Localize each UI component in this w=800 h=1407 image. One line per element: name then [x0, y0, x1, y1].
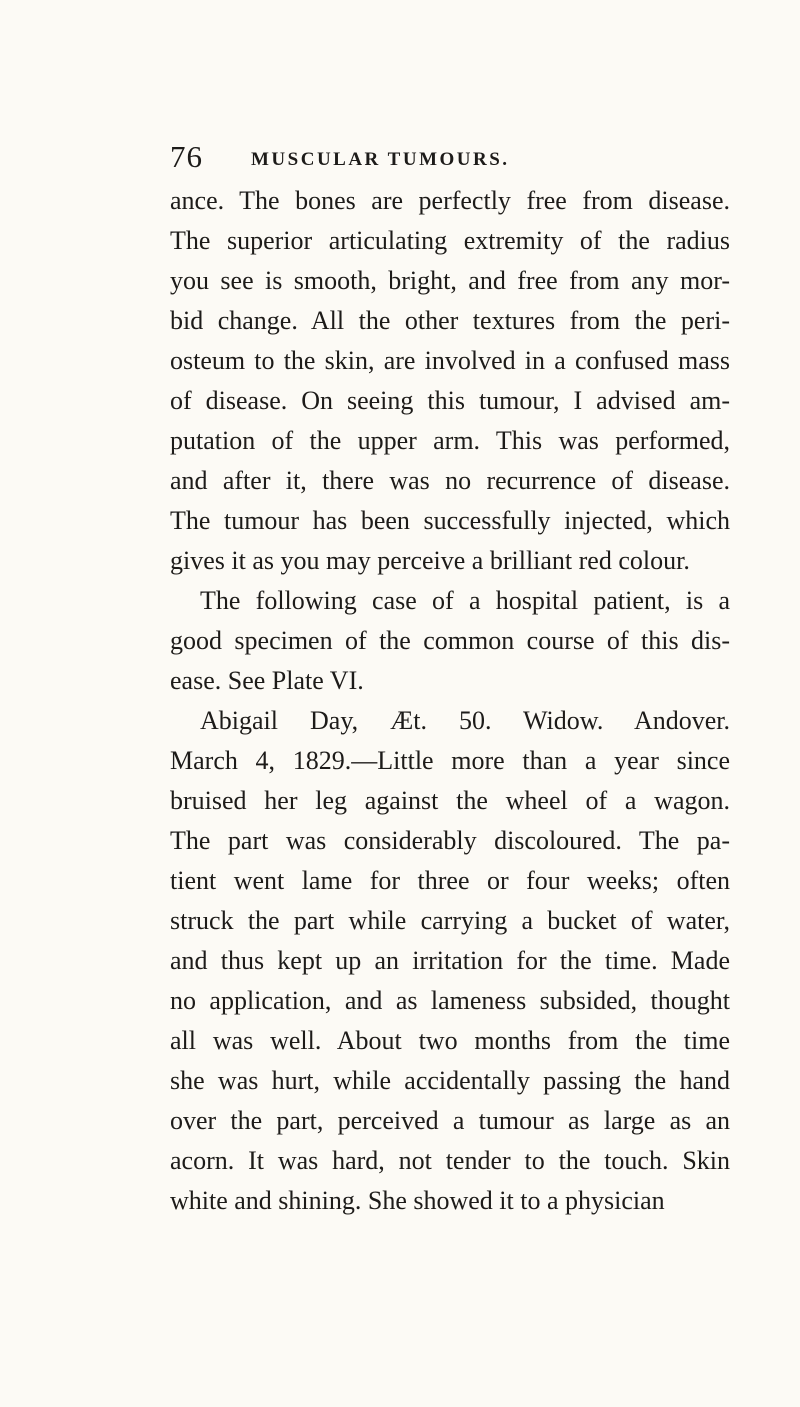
text-line: over the part, perceived a tumour as large as an — [170, 1106, 730, 1135]
text-line: and thus kept up an irritation for the time. Made — [170, 946, 730, 975]
text-line: acorn. It was hard, not tender to the touch. Skin — [170, 1146, 730, 1175]
text-line: no application, and as lameness subsided, thought — [170, 986, 730, 1015]
text-line: and after it, there was no recurrence of disease. — [170, 466, 730, 495]
text-line: osteum to the skin, are involved in a confused mass — [170, 346, 730, 375]
text-line: white and shining. She showed it to a physician — [170, 1186, 665, 1215]
text-line: all was well. About two months from the time — [170, 1026, 730, 1055]
text-line: of disease. On seeing this tumour, I advised am- — [170, 386, 730, 415]
paragraph-first-line: The following case of a hospital patient, is a — [200, 586, 730, 615]
body-text — [170, 181, 730, 1221]
running-title: MUSCULAR TUMOURS. — [251, 149, 510, 170]
text-line: The superior articulating extremity of the radius — [170, 226, 730, 255]
text-line: ance. The bones are perfectly free from disease. — [170, 186, 730, 215]
paragraph-first-line: Abigail Day, Æt. 50. Widow. Andover. — [200, 706, 730, 735]
page-header — [170, 141, 590, 181]
text-line: tient went lame for three or four weeks; often — [170, 866, 730, 895]
text-line: bruised her leg against the wheel of a wagon. — [170, 786, 730, 815]
text-line: bid change. All the other textures from the peri- — [170, 306, 730, 335]
text-line: gives it as you may perceive a brilliant red colour. — [170, 546, 690, 575]
page-number: 76 — [170, 139, 203, 174]
text-line: she was hurt, while accidentally passing the hand — [170, 1066, 730, 1095]
text-line: good specimen of the common course of this dis- — [170, 626, 730, 655]
text-line: putation of the upper arm. This was performed, — [170, 426, 730, 455]
text-line: you see is smooth, bright, and free from any mor- — [170, 266, 730, 295]
text-line: The tumour has been successfully injected, which — [170, 506, 730, 535]
text-line: struck the part while carrying a bucket of water, — [170, 906, 730, 935]
text-line: March 4, 1829.—Little more than a year since — [170, 746, 730, 775]
text-line: ease. See Plate VI. — [170, 666, 364, 695]
text-line: The part was considerably discoloured. The pa- — [170, 826, 730, 855]
